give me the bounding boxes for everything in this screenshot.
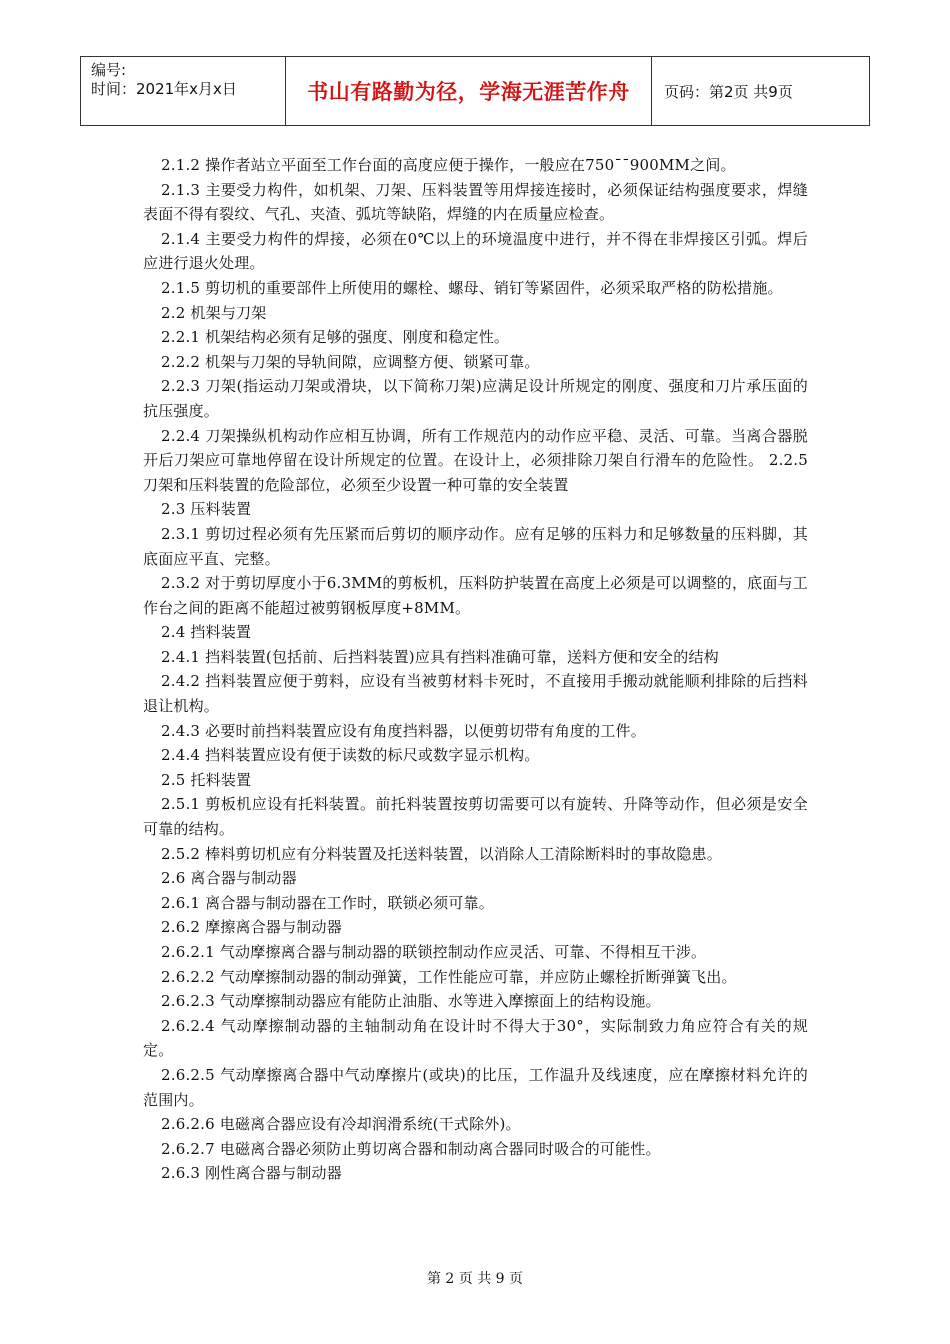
document-time-label: 时间：2021年x月x日 <box>91 80 237 98</box>
subsection-heading: 2.6.3 刚性离合器与制动器 <box>161 1164 342 1183</box>
section-heading: 2.5 托料装置 <box>161 770 252 789</box>
page-header <box>80 56 870 126</box>
paragraph: 2.2.4 刀架操纵机构动作应相互协调，所有工作规范内的动作应平稳、灵活、可靠。当离合器脱开后刀架应可靠地停留在设计所规定的位置。在设计上，必须排除刀架自行滑车的危险性。 2.2.5 刀架和压料装置的危险部位，必须至少设置一种可靠的安全装置 <box>143 426 808 494</box>
subsection-heading: 2.6.2 摩擦离合器与制动器 <box>161 918 342 937</box>
paragraph: 2.3.2 对于剪切厚度小于6.3MM的剪板机，压料防护装置在高度上必须是可以调整的，底面与工作台之间的距离不能超过被剪钢板厚度+8MM。 <box>143 574 808 617</box>
header-motto: 书山有路勤为径，学海无涯苦作舟 <box>286 57 652 125</box>
paragraph: 2.4.2 挡料装置应便于剪料，应设有当被剪材料卡死时，不直接用手搬动就能顺利排除的后挡料退让机构。 <box>143 672 808 716</box>
paragraph: 2.1.2 操作者站立平面至工作台面的高度应便于操作，一般应在750¯¯900MM之间。 <box>161 156 736 174</box>
header-page-info: 页码：第2页 共9页 <box>664 82 793 101</box>
paragraph: 2.2.3 刀架(指运动刀架或滑块，以下简称刀架)应满足设计所规定的刚度、强度和刀片承压面的抗压强度。 <box>143 377 808 420</box>
paragraph: 2.6.2.1 气动摩擦离合器与制动器的联锁控制动作应灵活、可靠、不得相互干涉。 <box>161 943 707 961</box>
paragraph: 2.1.3 主要受力构件，如机架、刀架、压料装置等用焊接连接时，必须保证结构强度要求，焊缝表面不得有裂纹、气孔、夹渣、弧坑等缺陷，焊缝的内在质量应检查。 <box>143 180 808 224</box>
paragraph: 2.5.1 剪板机应设有托料装置。前托料装置按剪切需要可以有旋转、升降等动作，但必须是安全可靠的结构。 <box>143 795 808 839</box>
paragraph: 2.4.4 挡料装置应设有便于读数的标尺或数字显示机构。 <box>161 746 540 765</box>
paragraph: 2.6.2.2 气动摩擦制动器的制动弹簧，工作性能应可靠，并应防止螺栓折断弹簧飞出。 <box>161 967 737 986</box>
paragraph: 2.1.5 剪切机的重要部件上所使用的螺栓、螺母、销钉等紧固件，必须采取严格的防松措施。 <box>161 278 783 297</box>
section-heading: 2.4 挡料装置 <box>161 623 252 642</box>
section-heading: 2.6 离合器与制动器 <box>161 869 297 888</box>
paragraph: 2.6.1 离合器与制动器在工作时，联锁必须可靠。 <box>161 893 494 912</box>
header-meta <box>81 57 286 125</box>
paragraph: 2.5.2 棒料剪切机应有分料装置及托送料装置，以消除人工清除断料时的事故隐患。 <box>161 844 722 863</box>
paragraph: 2.3.1 剪切过程必须有先压紧而后剪切的顺序动作。应有足够的压料力和足够数量的压料脚，其底面应平直、完整。 <box>143 524 808 568</box>
paragraph: 2.1.4 主要受力构件的焊接，必须在0℃以上的环境温度中进行，并不得在非焊接区引弧。焊后应进行退火处理。 <box>143 229 808 273</box>
paragraph: 2.6.2.5 气动摩擦离合器中气动摩擦片(或块)的比压，工作温升及线速度，应在摩擦材料允许的范围内。 <box>143 1065 808 1109</box>
paragraph: 2.6.2.7 电磁离合器必须防止剪切离合器和制动离合器同时吸合的可能性。 <box>161 1139 661 1158</box>
paragraph: 2.2.2 机架与刀架的导轨间隙，应调整方便、锁紧可靠。 <box>161 352 540 371</box>
section-heading: 2.2 机架与刀架 <box>161 303 267 322</box>
paragraph: 2.4.1 挡料装置(包括前、后挡料装置)应具有挡料准确可靠，送料方便和安全的结构 <box>161 647 719 666</box>
paragraph: 2.6.2.6 电磁离合器应设有冷却润滑系统(干式除外)。 <box>161 1115 521 1134</box>
section-heading: 2.3 压料装置 <box>161 500 252 519</box>
page-footer: 第 2 页 共 9 页 <box>426 1271 524 1287</box>
document-number-label: 编号: <box>91 61 127 79</box>
paragraph: 2.2.1 机架结构必须有足够的强度、刚度和稳定性。 <box>161 328 510 347</box>
document-body <box>143 153 808 1186</box>
paragraph: 2.6.2.4 气动摩擦制动器的主轴制动角在设计时不得大于30°，实际制致力角应符合有关的规定。 <box>143 1016 808 1060</box>
paragraph: 2.4.3 必要时前挡料装置应设有角度挡料器，以便剪切带有角度的工件。 <box>161 721 646 740</box>
paragraph: 2.6.2.3 气动摩擦制动器应有能防止油脂、水等进入摩擦面上的结构设施。 <box>161 992 661 1011</box>
